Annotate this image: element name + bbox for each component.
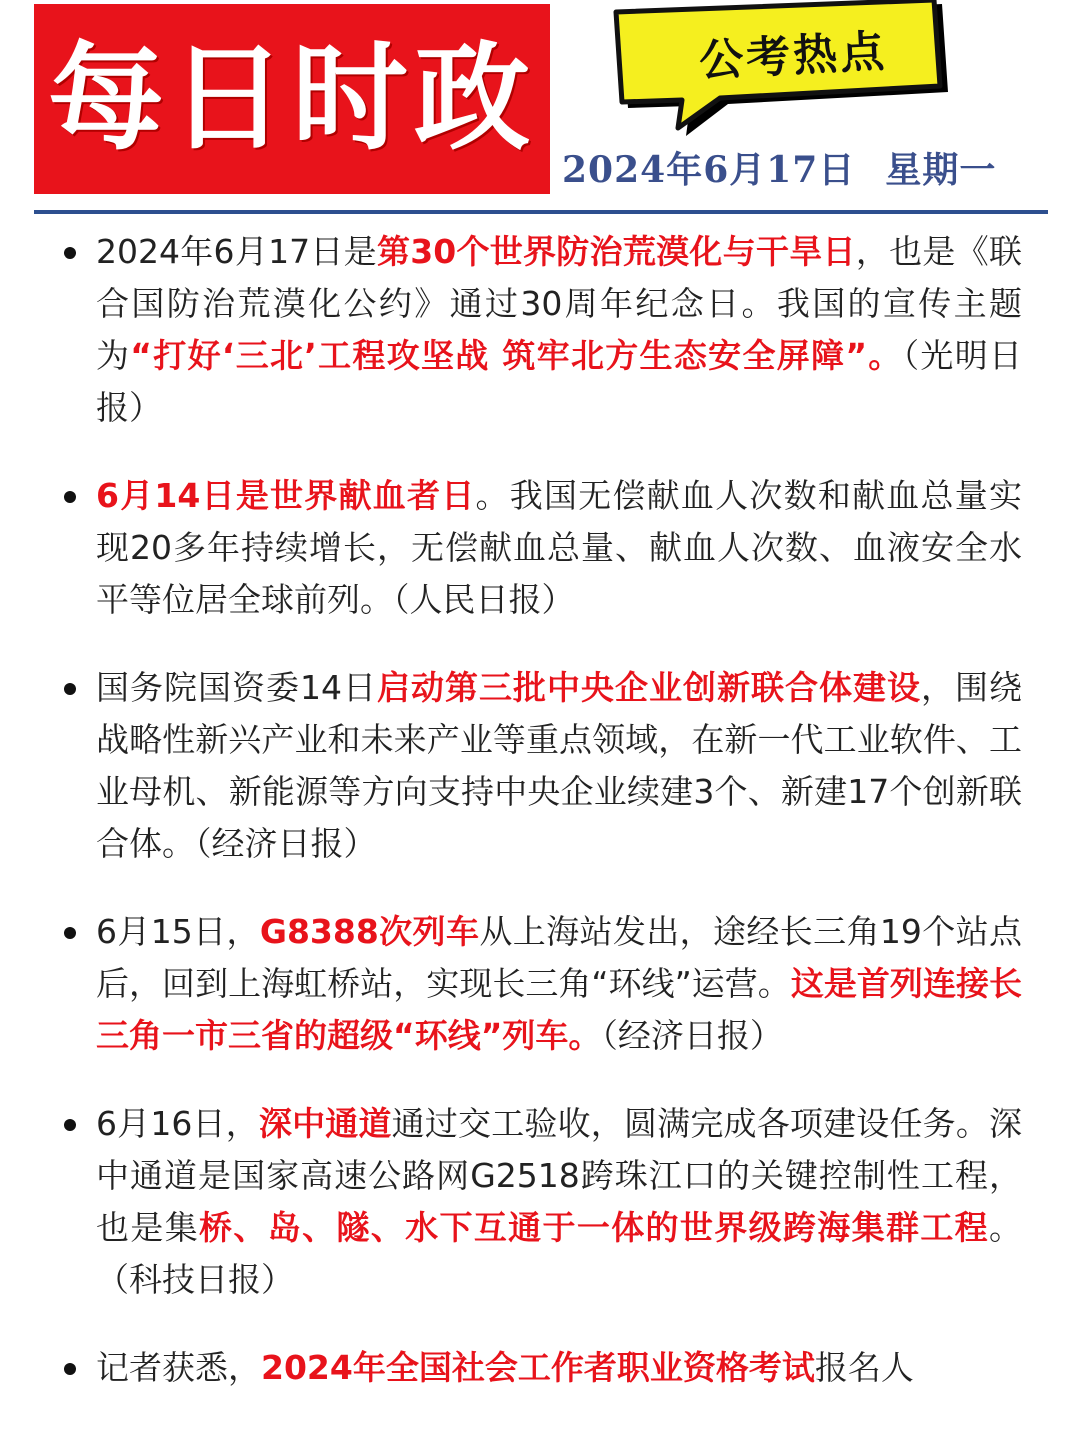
news-item: [60, 1342, 1022, 1394]
news-highlight-text: 6月14日是世界献血者日: [96, 476, 476, 515]
news-item: [60, 470, 1022, 626]
news-highlight-text: 这是首列连接长三角一市三省的超级“环线”列车。: [96, 964, 1022, 1055]
news-highlight-text: 2024年全国社会工作者职业资格考试: [261, 1348, 815, 1387]
title-banner: [34, 4, 550, 194]
bullet-icon: [64, 1119, 76, 1131]
news-highlight-text: 深中通道: [258, 1104, 392, 1143]
news-text: （经济日报）: [601, 1016, 783, 1055]
news-text: 。（科技日报）: [96, 1208, 1023, 1299]
news-text: 6月15日，: [96, 912, 260, 951]
news-text: ，围绕战略性新兴产业和未来产业等重点领域，在新一代工业软件、工业母机、新能源等方向支持中央企业续建3个、新建17个创新联合体。（经济日报）: [96, 668, 1022, 863]
news-highlight-text: 第30个世界防治荒漠化与干旱日: [376, 232, 856, 271]
header-divider: [34, 210, 1048, 214]
news-list: [60, 226, 1022, 1430]
news-item: [60, 662, 1022, 870]
news-item: [60, 906, 1022, 1062]
hot-topic-tag: [608, 0, 958, 150]
news-text: ，也是《联合国防治荒漠化公约》通过30周年纪念日。我国的宣传主题为: [96, 232, 1022, 375]
news-text: 记者获悉，: [96, 1348, 261, 1387]
tag-label: 公考热点: [698, 26, 889, 87]
news-text: 2024年6月17日是: [96, 232, 377, 271]
news-text: 报名人: [814, 1348, 914, 1387]
news-highlight-text: 启动第三批中央企业创新联合体建设: [377, 668, 921, 707]
page-title: 每日时政: [48, 31, 536, 166]
date-text: 2024年6月17日: [562, 149, 856, 191]
news-text: 国务院国资委14日: [96, 668, 377, 707]
news-item: [60, 1098, 1022, 1306]
news-text: （光明日报）: [96, 336, 1022, 427]
date-line: [562, 142, 1062, 193]
weekday-text: 星期一: [885, 149, 997, 191]
news-text: 。我国无偿献血人次数和献血总量实现20多年持续增长，无偿献血总量、献血人次数、血液安全水平等位居全球前列。（人民日报）: [96, 476, 1023, 619]
bullet-icon: [64, 1363, 76, 1375]
bullet-icon: [64, 491, 76, 503]
bullet-icon: [64, 927, 76, 939]
news-highlight-text: “打好‘三北’工程攻坚战 筑牢北方生态安全屏障”。: [130, 336, 903, 375]
news-item: [60, 226, 1022, 434]
bullet-icon: [64, 683, 76, 695]
bullet-icon: [64, 247, 76, 259]
news-text: 通过交工验收，圆满完成各项建设任务。深中通道是国家高速公路网G2518跨珠江口的关键控制性工程，也是集: [96, 1104, 1023, 1247]
news-text: 6月16日，: [96, 1104, 259, 1143]
news-highlight-text: G8388次列车: [259, 912, 480, 951]
news-text: 从上海站发出，途经长三角19个站点后，回到上海虹桥站，实现长三角“环线”运营。: [96, 912, 1022, 1003]
news-highlight-text: 桥、岛、隧、水下互通于一体的世界级跨海集群工程: [199, 1208, 990, 1247]
